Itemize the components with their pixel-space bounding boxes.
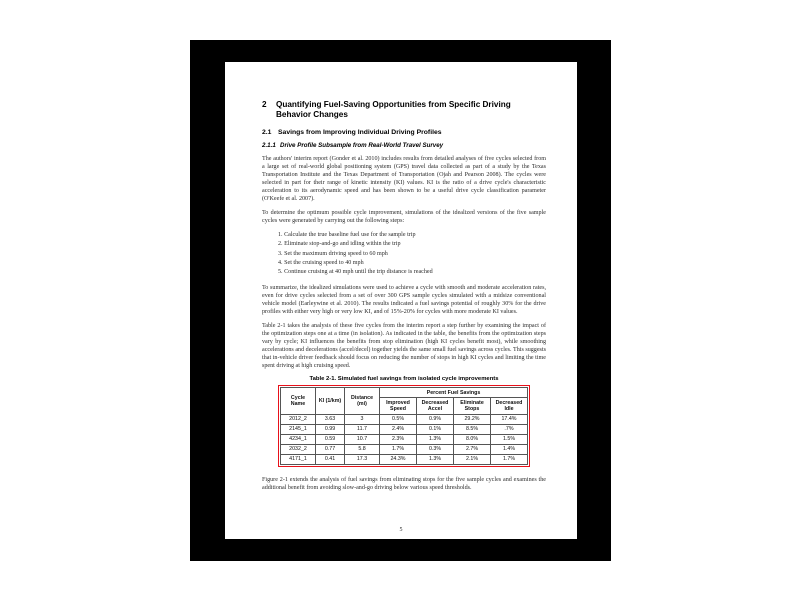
- table-cell: 2032_2: [281, 444, 316, 454]
- table-cell: 8.0%: [454, 434, 491, 444]
- col-header-decreased-accel: Decreased Accel: [417, 398, 454, 414]
- table-highlight-box: [278, 385, 530, 467]
- table-cell: 1.7%: [380, 444, 417, 454]
- section-title: Quantifying Fuel-Saving Opportunities from Specific Driving Behavior Changes: [276, 100, 511, 120]
- table-body: [281, 414, 528, 464]
- table-cell: 3: [345, 414, 380, 424]
- subsubsection-number: 2.1.1: [262, 141, 276, 149]
- col-header-decreased-idle: Decreased Idle: [491, 398, 528, 414]
- table-cell: 8.5%: [454, 424, 491, 434]
- body-paragraph-footer: Figure 2-1 extends the analysis of fuel savings from eliminating stops for the five sample cycles and examines the additional benefit from avoiding slow-and-go driving below various speed thresholds.: [262, 476, 546, 492]
- table-cell: 0.1%: [417, 424, 454, 434]
- document-page: [225, 62, 577, 539]
- table-cell: 17.4%: [491, 414, 528, 424]
- table-cell: 2.4%: [380, 424, 417, 434]
- subsection-number: 2.1: [262, 128, 272, 136]
- table-header-row-1: [281, 388, 528, 398]
- section-heading: [262, 100, 546, 121]
- col-header-group-percent-fuel-savings: Percent Fuel Savings: [380, 388, 528, 398]
- table-cell: 4234_1: [281, 434, 316, 444]
- col-header-cycle-name: Cycle Name: [281, 388, 316, 414]
- body-paragraph-2: To determine the optimum possible cycle improvement, simulations of the idealized versions of the five sample cycles were generated by carrying out the following steps:: [262, 210, 546, 225]
- table-cell: 1.4%: [491, 444, 528, 454]
- table-row: [281, 414, 528, 424]
- table-cell: 0.9%: [417, 414, 454, 424]
- table-cell: 1.7%: [491, 454, 528, 464]
- table-cell: 5.8: [345, 444, 380, 454]
- subsection-title: Savings from Improving Individual Driving Profiles: [278, 128, 442, 136]
- table-cell: 10.7: [345, 434, 380, 444]
- list-item: 2. Eliminate stop-and-go and idling within the trip: [278, 241, 401, 248]
- table-cell: 0.5%: [380, 414, 417, 424]
- page-content: [262, 100, 546, 498]
- col-header-distance: Distance (mi): [345, 388, 380, 414]
- table-cell: 0.3%: [417, 444, 454, 454]
- table-cell: .7%: [491, 424, 528, 434]
- table-cell: 0.99: [316, 424, 345, 434]
- table-row: [281, 454, 528, 464]
- list-item: 3. Set the maximum driving speed to 60 mph: [278, 250, 388, 257]
- table-cell: 1.3%: [417, 454, 454, 464]
- table-cell: 29.2%: [454, 414, 491, 424]
- table-cell: 2.3%: [380, 434, 417, 444]
- table-row: [281, 444, 528, 454]
- table-cell: 24.3%: [380, 454, 417, 464]
- list-item: 1. Calculate the true baseline fuel use for the sample trip: [278, 232, 416, 239]
- table-cell: 1.3%: [417, 434, 454, 444]
- table-row: [281, 424, 528, 434]
- table-cell: 0.41: [316, 454, 345, 464]
- table-cell: 17.3: [345, 454, 380, 464]
- page-number: 5: [399, 527, 403, 533]
- table-cell: 2.7%: [454, 444, 491, 454]
- subsection-heading: [262, 129, 546, 137]
- table-caption: Table 2-1. Simulated fuel savings from isolated cycle improvements: [309, 376, 499, 383]
- subsubsection-title: Drive Profile Subsample from Real-World Travel Survey: [280, 141, 444, 149]
- fuel-savings-table: [280, 387, 528, 465]
- table-header: [281, 388, 528, 414]
- optimization-steps-list: [278, 231, 546, 277]
- table-cell: 2145_1: [281, 424, 316, 434]
- col-header-ki: KI (1/km): [316, 388, 345, 414]
- table-cell: 1.5%: [491, 434, 528, 444]
- section-number: 2: [262, 100, 267, 109]
- body-paragraph-3: To summarize, the idealized simulations were used to achieve a cycle with smooth and moderate acceleration rates, even for drive cycles selected from a set of over 300 GPS sample cycles simulated with a midsize conventional vehicle model (Earleywine et al. 2010). The results indicated a fuel savings potential of roughly 30% for the drive profiles with either very high or very low KI, and of 15%-20% for cycles with more moderate KI values.: [262, 285, 546, 316]
- table-cell: 3.63: [316, 414, 345, 424]
- table-cell: 2.1%: [454, 454, 491, 464]
- table-row: [281, 434, 528, 444]
- col-header-eliminate-stops: Eliminate Stops: [454, 398, 491, 414]
- list-item: 5. Continue cruising at 40 mph until the trip distance is reached: [278, 268, 433, 275]
- table-cell: 2012_2: [281, 414, 316, 424]
- body-paragraph-1: The authors' interim report (Gonder et al. 2010) includes results from detailed analyses of five cycles selected from a large set of real-world global positioning system (GPS) travel data collected as part of a study by the Texas Transportation Institute and the Texas Department of Transportation (Ojah and Pearson 2008). The cycles were selected in part for their range of kinetic intensity (KI) values. KI is the ratio of a drive cycle's characteristic acceleration to its aerodynamic speed and has been shown to be a useful drive cycle classification parameter (O'Keefe et al. 2007).: [262, 156, 546, 203]
- col-header-improved-speed: Improved Speed: [380, 398, 417, 414]
- list-item: 4. Set the cruising speed to 40 mph: [278, 259, 364, 266]
- body-paragraph-4: Table 2-1 takes the analysis of these five cycles from the interim report a step further by examining the impact of the optimization steps one at a time (in isolation). As indicated in the table, the benefits from the optimization steps vary by cycle; KI influences the benefits from stop elimination (high KI cycles benefit most), while smoothing accelerations and decelerations (accel/decel) together yields the same small fuel savings across cycles. This suggests that in-vehicle driver feedback should focus on reducing the number of stops in high KI cycles and limiting the time spent driving at high cruising speed.: [262, 323, 546, 370]
- table-cell: 0.59: [316, 434, 345, 444]
- table-cell: 4171_1: [281, 454, 316, 464]
- table-cell: 11.7: [345, 424, 380, 434]
- table-cell: 0.77: [316, 444, 345, 454]
- subsubsection-heading: [262, 142, 546, 149]
- document-frame: [190, 40, 611, 561]
